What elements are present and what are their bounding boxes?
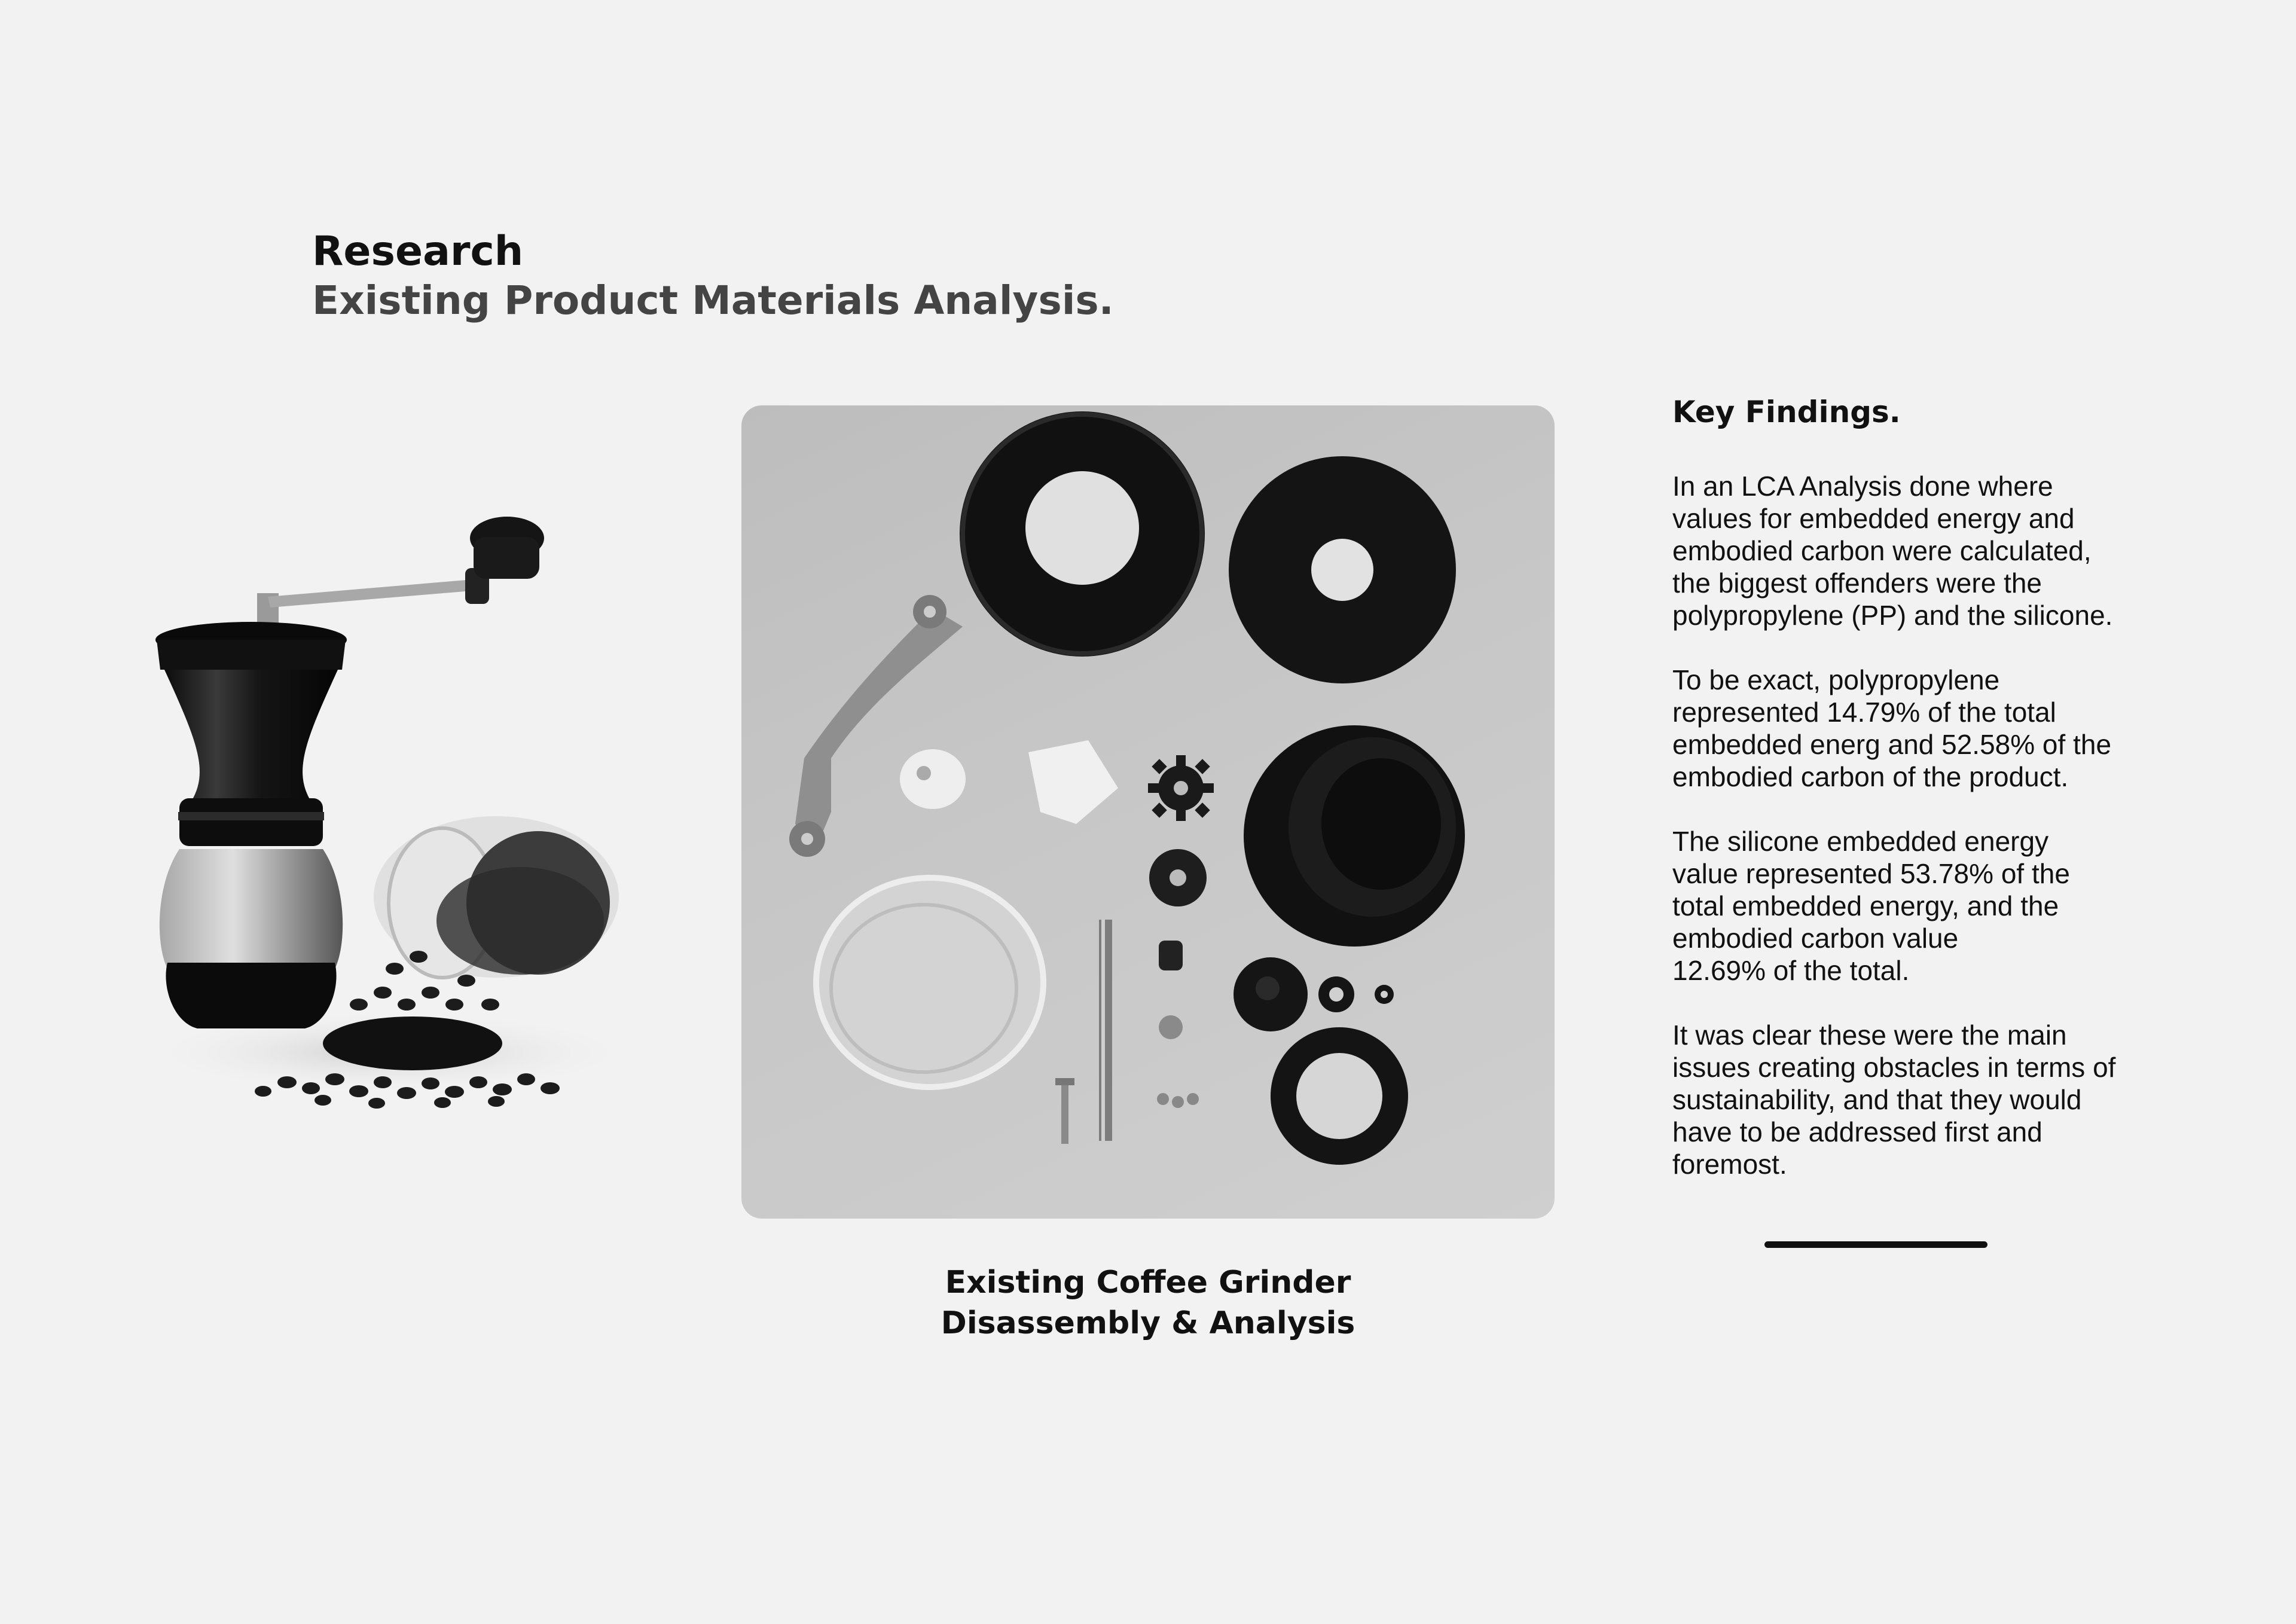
page-subtitle: Existing Product Materials Analysis. [312, 277, 1114, 323]
divider-line [1764, 1241, 1987, 1248]
coffee-grinder-photo [108, 490, 706, 1124]
finding-paragraph-4: It was clear these were the main issues creating obstacles in terms of sustainability, and that they would have to be addressed first and foremost. [1672, 1019, 2116, 1180]
caption-line-2: Disassembly & Analysis [941, 1305, 1355, 1341]
caption-line-1: Existing Coffee Grinder [945, 1265, 1351, 1301]
finding-paragraph-3: The silicone embedded energy value represented 53.78% of the total embedded energy, and the embodied carbon value 12.69% of the total. [1672, 826, 2070, 986]
page-title: Research [312, 228, 524, 275]
finding-paragraph-1: In an LCA Analysis done where values for embedded energy and embodied carbon were calculated, the biggest offenders were the polypropylene (PP) and the silicone. [1672, 471, 2113, 631]
disassembly-photo [741, 405, 1555, 1219]
key-findings-heading: Key Findings. [1672, 395, 1901, 429]
finding-paragraph-2: To be exact, polypropylene represented 14.79% of the total embedded energ and 52.58% of the embodied carbon of the product. [1672, 664, 2112, 792]
key-findings [1672, 395, 2187, 1213]
page-heading [312, 227, 1114, 325]
photo-caption [741, 1263, 1555, 1344]
